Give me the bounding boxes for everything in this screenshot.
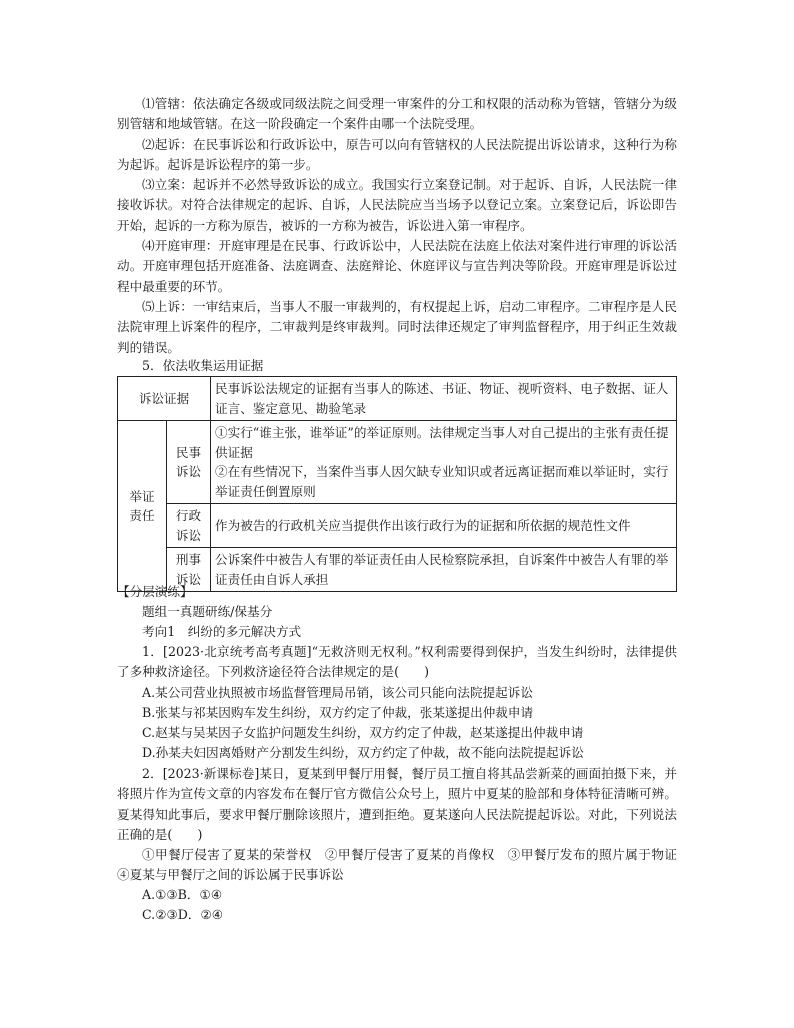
practice-heading: 【分层演练】	[117, 584, 193, 599]
question-2-items: ①甲餐厅侵害了夏某的荣誉权 ②甲餐厅侵害了夏某的肖像权 ③甲餐厅发布的照片属于物证 ④夏某与甲餐厅之间的诉讼属于民事诉讼	[117, 847, 690, 883]
admin-text-cell: 作为被告的行政机关应当提供作出该行政行为的证据和所依据的规范性文件	[211, 504, 677, 548]
civil-principle: ①实行“谁主张，谁举证”的举证原则。法律规定当事人对自己提出的主张有责任提供证据	[215, 425, 669, 460]
civil-label-line: 民事	[175, 444, 202, 460]
section-title: 5．依法收集运用证据	[142, 358, 264, 373]
question-1-option-c: C.赵某与吴某因子女监护问题发生纠纷，双方约定了仲裁，赵某遂提出仲裁申请	[142, 725, 584, 740]
table-row	[118, 504, 677, 548]
procedure-jurisdiction: ⑴管辖：依法确定各级或同级法院之间受理一审案件的分工和权限的活动称为管辖，管辖分为级别管辖和地域管辖。在这一阶段确定一个案件由哪一个法院受理。	[117, 96, 677, 132]
burden-label-line: 责任	[129, 508, 155, 523]
table-row	[118, 421, 677, 504]
question-1-stem: 1．[2023·北京统考高考真题]“无救济则无权利。”权利需要得到保护，当发生纠纷时，法律提供了多种救济途径。下列救济途径符合法律规定的是( )	[117, 644, 677, 680]
procedure-filing-suit: ⑵起诉：在民事诉讼和行政诉讼中，原告可以向有管辖权的人民法院提出诉讼请求，这种行为称为起诉。起诉是诉讼程序的第一步。	[117, 136, 677, 172]
procedure-appeal: ⑸上诉：一审结束后，当事人不服一审裁判的，有权提起上诉，启动二审程序。二审程序是人民法院审理上诉案件的程序，二审裁判是终审裁判。同时法律还规定了审判监督程序，用于纠正生效裁判的错误。	[117, 299, 677, 355]
civil-reversal: ②在有些情况下，当案件当事人因欠缺专业知识或者远离证据而难以举证时，实行举证责任倒置原则	[215, 464, 669, 499]
civil-text-cell	[211, 421, 677, 504]
table-row	[118, 377, 677, 421]
question-2-stem: 2．[2023·新课标卷]某日，夏某到甲餐厅用餐，餐厅员工擅自将其品尝新菜的画面拍摄下来，并将照片作为宣传文章的内容发布在餐厅官方微信公众号上，照片中夏某的脸部和身体特征清晰可辨。夏某得知此事后，要求甲餐厅删除该照片，遭到拒绝。夏某遂向人民法院提起诉讼。对此，下列说法正确的是( )	[117, 766, 677, 842]
procedure-case-registration: ⑶立案：起诉并不必然导致诉讼的成立。我国实行立案登记制。对于起诉、自诉，人民法院一律接收诉状。对符合法律规定的起诉、自诉，人民法院应当当场予以登记立案。立案登记后，诉讼即告开始，起诉的一方称为原告，被诉的一方称为被告，诉讼进入第一审程序。	[117, 177, 677, 233]
criminal-text-cell: 公诉案件中被告人有罪的举证责任由人民检察院承担，自诉案件中被告人有罪的举证责任由自诉人承担	[211, 548, 677, 592]
civil-label-line: 诉讼	[175, 464, 202, 479]
admin-label-line: 行政	[175, 508, 202, 523]
burden-label-line: 举证	[129, 488, 155, 504]
civil-label-cell	[167, 421, 211, 504]
burden-label-cell	[118, 421, 167, 592]
question-2-options-cd: C.②③D．②④	[142, 907, 224, 922]
evidence-text-cell: 民事诉讼法规定的证据有当事人的陈述、书证、物证、视听资料、电子数据、证人证言、鉴定意见、勘验笔录	[211, 377, 677, 421]
question-1-option-b: B.张某与祁某因购车发生纠纷，双方约定了仲裁，张某遂提出仲裁申请	[142, 705, 534, 720]
question-2-options-ab: A.①③B．①④	[142, 887, 223, 902]
admin-label-line: 诉讼	[175, 527, 202, 543]
procedure-court-hearing: ⑷开庭审理：开庭审理是在民事、行政诉讼中，人民法院在法庭上依法对案件进行审理的诉讼活动。开庭审理包括开庭准备、法庭调查、法庭辩论、休庭评议与宣告判决等阶段。开庭审理是诉讼过程中最重要的环节。	[117, 238, 677, 294]
evidence-table	[117, 376, 677, 592]
admin-label-cell	[167, 504, 211, 548]
practice-direction: 考向1 纠纷的多元解决方式	[142, 624, 302, 639]
question-1-option-a: A.某公司营业执照被市场监督管理局吊销，该公司只能向法院提起诉讼	[142, 685, 533, 700]
table-row	[118, 548, 677, 592]
criminal-label-line: 刑事	[175, 552, 202, 567]
practice-group: 题组一真题研练/保基分	[142, 604, 273, 619]
evidence-label-cell: 诉讼证据	[118, 377, 211, 421]
criminal-label-line: 诉讼	[175, 571, 202, 587]
question-1-option-d: D.孙某夫妇因离婚财产分割发生纠纷，双方约定了仲裁，故不能向法院提起诉讼	[142, 745, 584, 760]
